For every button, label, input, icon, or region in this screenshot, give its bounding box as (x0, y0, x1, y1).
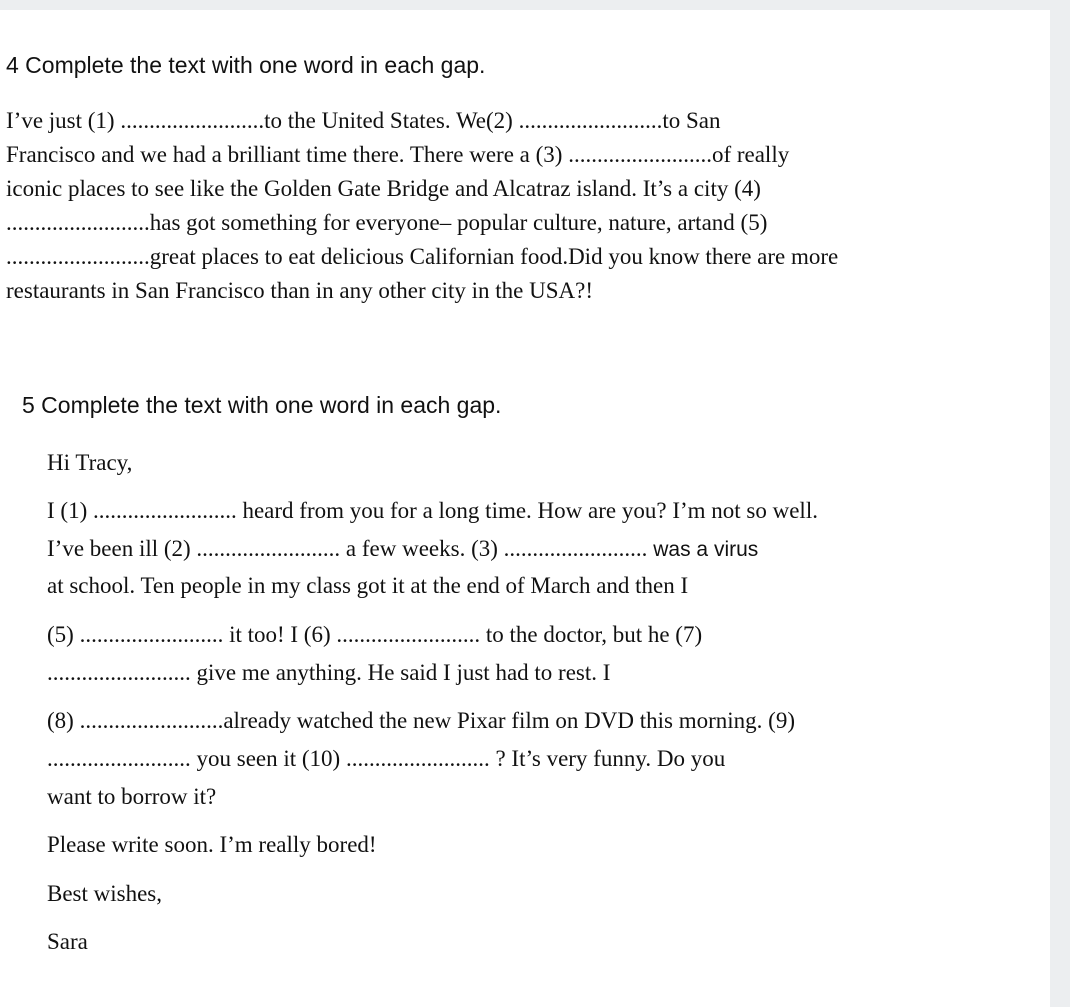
worksheet-page (0, 10, 1050, 1007)
exercise-5-heading: 5 Complete the text with one word in each gap. (22, 392, 502, 418)
exercise-4-line: restaurants in San Francisco than in any other city in the USA?! (6, 278, 593, 303)
letter-line (47, 536, 758, 562)
letter-closing: Best wishes, (47, 881, 162, 906)
letter-line: want to borrow it? (47, 784, 217, 809)
exercise-4-heading: 4 Complete the text with one word in each gap. (6, 52, 486, 78)
exercise-4-line: .........................has got something for everyone– popular culture, nature, artand (5) (6, 210, 768, 235)
letter-line: (5) ......................... it too! I (6) ......................... to the doctor, but he (7) (47, 622, 703, 647)
letter-signature: Sara (47, 929, 88, 954)
letter-line-sans-text: was a virus (647, 538, 759, 561)
exercise-4-line: iconic places to see like the Golden Gate Bridge and Alcatraz island. It’s a city (4) (6, 176, 761, 201)
letter-line: at school. Ten people in my class got it at the end of March and then I (47, 573, 689, 598)
letter-line: (8) .........................already watched the new Pixar film on DVD this morning. (9) (47, 708, 795, 733)
letter-line: Please write soon. I’m really bored! (47, 832, 377, 857)
letter-line-text: I’ve been ill (2) ......................... a few weeks. (3) ......................... (47, 536, 648, 561)
letter-line: ......................... give me anything. He said I just had to rest. I (47, 660, 611, 685)
exercise-4-line: I’ve just (1) .........................to the United States. We(2) .........................to San (6, 108, 721, 133)
exercise-4-line: .........................great places to eat delicious Californian food.Did you know there are more (6, 244, 839, 269)
letter-line: ......................... you seen it (10) ......................... ? It’s very funny. Do you (47, 746, 726, 771)
letter-line: I (1) ......................... heard from you for a long time. How are you? I’m not so well. (47, 498, 818, 523)
exercise-4-line: Francisco and we had a brilliant time there. There were a (3) .........................of really (6, 142, 790, 167)
letter-greeting: Hi Tracy, (47, 450, 133, 475)
